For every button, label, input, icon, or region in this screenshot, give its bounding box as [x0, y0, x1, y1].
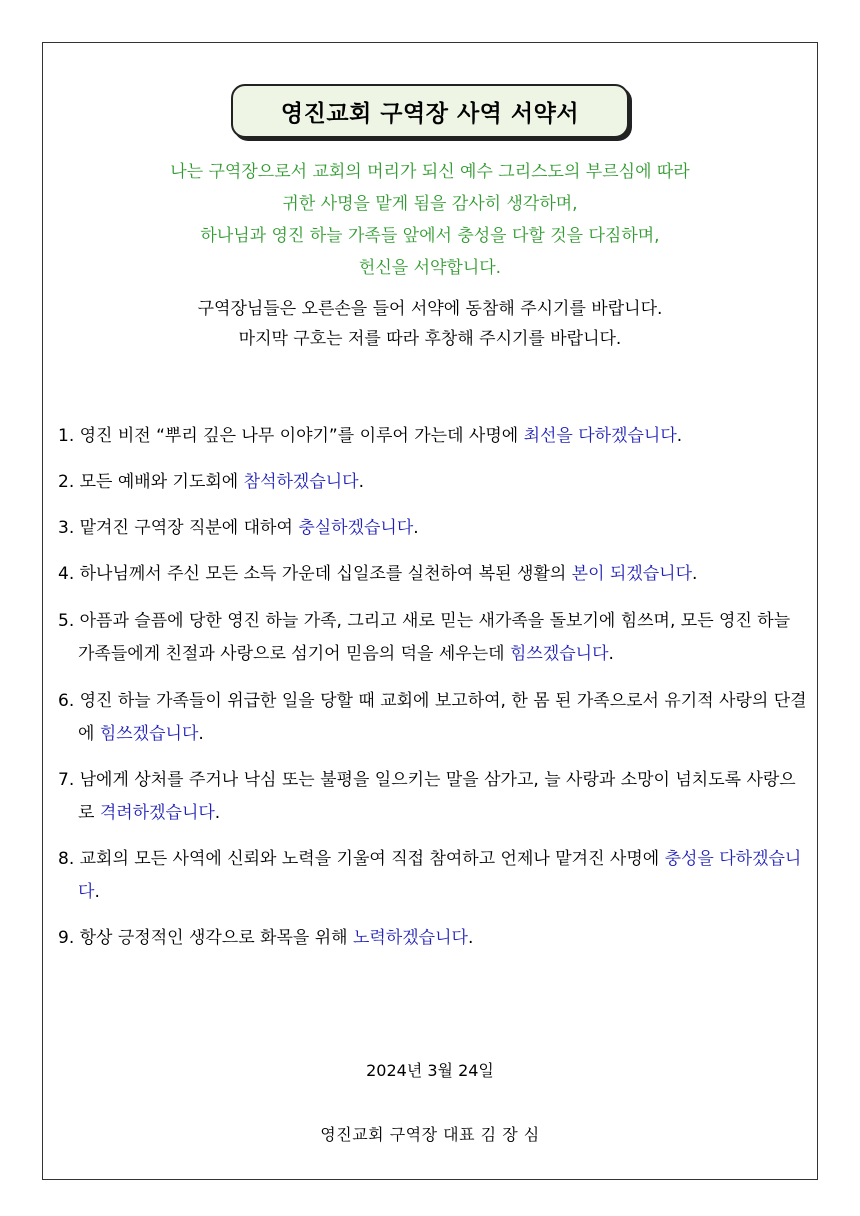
pledge-highlight: 참석하겠습니다 — [243, 472, 359, 492]
pledge-end: . — [94, 882, 100, 902]
intro-line: 하나님과 영진 하늘 가족들 앞에서 충성을 다할 것을 다짐하며, — [200, 226, 660, 246]
pledge-text: 4. 하나님께서 주신 모든 소득 가운데 십일조를 실천하여 복된 생활의 — [58, 564, 572, 584]
pledge-end: . — [692, 564, 698, 584]
pledge-item — [58, 420, 810, 453]
pledge-item — [58, 558, 810, 591]
document-title: 영진교회 구역장 사역 서약서 — [280, 100, 580, 127]
pledge-text: 5. 아픔과 슬픔에 당한 영진 하늘 가족, 그리고 새로 믿는 새가족을 돌보기에 힘쓰며, 모든 영진 하늘 가족들에게 친절과 사랑으로 섬기어 믿음의 덕을 세우는데 — [58, 611, 791, 664]
pledge-list — [58, 420, 810, 968]
pledge-highlight: 힘쓰겠습니다 — [99, 724, 199, 744]
pledge-highlight: 본이 되겠습니다 — [571, 564, 693, 584]
title-box — [231, 84, 629, 138]
intro-paragraph — [60, 156, 800, 284]
pledge-item — [58, 922, 810, 955]
pledge-item — [58, 843, 810, 909]
pledge-text: 8. 교회의 모든 사역에 신뢰와 노력을 기울여 직접 참여하고 언제나 맡겨진 사명에 — [58, 849, 665, 869]
pledge-item — [58, 685, 810, 751]
intro-line: 귀한 사명을 맡게 됨을 감사히 생각하며, — [282, 194, 578, 214]
pledge-text: 6. 영진 하늘 가족들이 위급한 일을 당할 때 교회에 보고하여, 한 몸 된 가족으로서 유기적 사랑의 단결에 — [58, 691, 807, 744]
intro-line: 헌신을 서약합니다. — [358, 258, 502, 278]
pledge-end: . — [358, 472, 365, 492]
request-line: 마지막 구호는 저를 따라 후창해 주시기를 바랍니다. — [238, 329, 622, 349]
pledge-highlight: 격려하겠습니다 — [99, 803, 215, 823]
pledge-highlight: 힘쓰겠습니다 — [509, 644, 609, 664]
pledge-end: . — [676, 426, 683, 446]
request-paragraph — [60, 294, 800, 354]
pledge-end: . — [214, 803, 221, 823]
pledge-text: 3. 맡겨진 구역장 직분에 대하여 — [58, 518, 299, 538]
pledge-item — [58, 466, 810, 499]
pledge-highlight: 충실하겠습니다 — [298, 518, 414, 538]
pledge-item — [58, 764, 810, 830]
pledge-item — [58, 512, 810, 545]
intro-line: 나는 구역장으로서 교회의 머리가 되신 예수 그리스도의 부르심에 따라 — [170, 162, 690, 182]
pledge-text: 1. 영진 비전 “뿌리 깊은 나무 이야기”를 이루어 가는데 사명에 — [58, 426, 524, 446]
pledge-end: . — [198, 724, 204, 744]
request-line: 구역장님들은 오른손을 들어 서약에 동참해 주시기를 바랍니다. — [197, 299, 663, 319]
pledge-text: 9. 항상 긍정적인 생각으로 화목을 위해 — [58, 928, 353, 948]
pledge-highlight: 노력하겠습니다 — [352, 928, 468, 948]
pledge-date: 2024년 3월 24일 — [366, 1061, 494, 1080]
pledge-highlight: 충성을 다하겠습니다 — [78, 849, 802, 902]
pledge-end: . — [608, 644, 614, 664]
pledge-text: 2. 모든 예배와 기도회에 — [58, 472, 244, 492]
pledge-text: 7. 남에게 상처를 주거나 낙심 또는 불평을 일으키는 말을 삼가고, 늘 사랑과 소망이 넘치도록 사랑으로 — [58, 770, 796, 823]
pledge-end: . — [413, 518, 419, 538]
pledge-end: . — [467, 928, 474, 948]
pledge-item — [58, 605, 810, 671]
signature-line: 영진교회 구역장 대표 김 장 심 — [320, 1125, 540, 1144]
pledge-highlight: 최선을 다하겠습니다 — [523, 426, 677, 446]
